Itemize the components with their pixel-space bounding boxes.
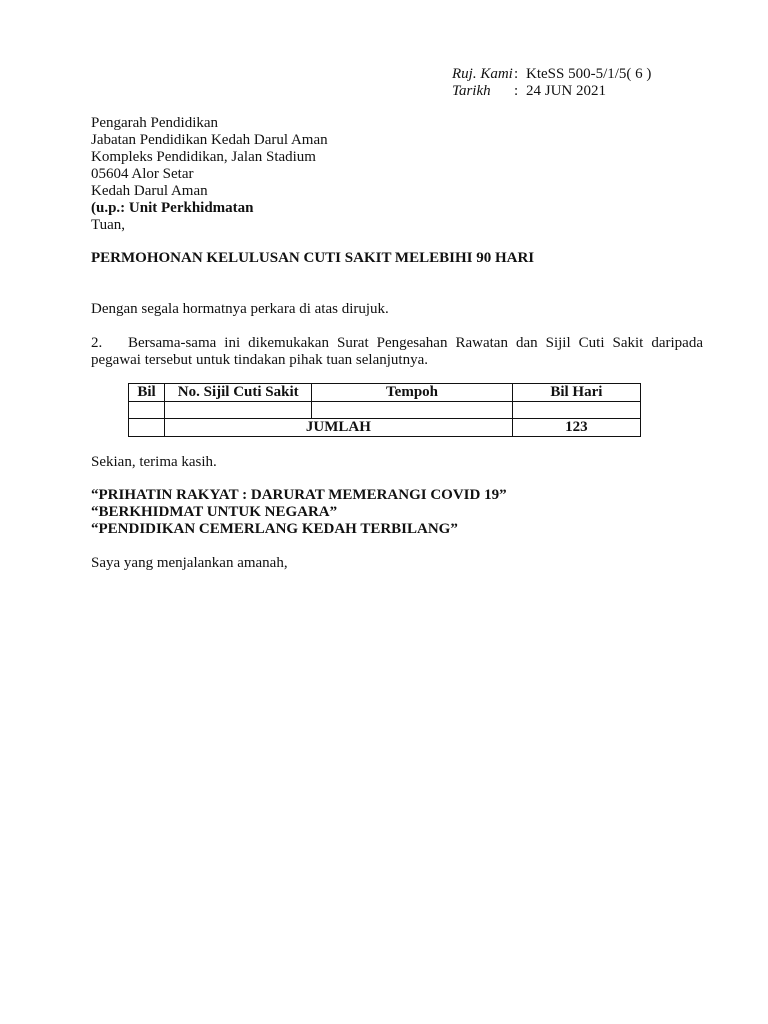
address-line-1: Pengarah Pendidikan: [91, 115, 219, 131]
paragraph-2-number: 2.: [91, 335, 103, 351]
slogan-3: “PENDIDIKAN CEMERLANG KEDAH TERBILANG”: [91, 521, 458, 537]
sign-off: Saya yang menjalankan amanah,: [91, 555, 288, 571]
address-line-5: Kedah Darul Aman: [91, 183, 208, 199]
sick-leave-table: [128, 383, 641, 437]
slogan-2: “BERKHIDMAT UNTUK NEGARA”: [91, 504, 338, 520]
slogans: [91, 487, 507, 538]
letter-subject: PERMOHONAN KELULUSAN CUTI SAKIT MELEBIHI 90 HARI: [91, 250, 535, 266]
address-line-4: 05604 Alor Setar: [91, 166, 194, 182]
paragraph-2: [91, 335, 703, 369]
recipient-address: [91, 115, 328, 234]
reference-block: [452, 66, 651, 100]
ruj-label: Ruj. Kami: [452, 66, 513, 82]
closing-line: Sekian, terima kasih.: [91, 454, 217, 470]
salutation: Tuan,: [91, 217, 126, 233]
reference-row-ruj: [452, 66, 651, 83]
tarikh-value: 24 JUN 2021: [526, 83, 607, 99]
table-row: [129, 402, 641, 419]
cell-bil-hari: [512, 402, 640, 419]
paragraph-1: Dengan segala hormatnya perkara di atas dirujuk.: [91, 301, 389, 317]
total-label: JUMLAH: [165, 419, 513, 437]
total-empty-cell: [129, 419, 165, 437]
header-no-sijil: No. Sijil Cuti Sakit: [165, 384, 312, 402]
total-value: 123: [512, 419, 640, 437]
header-bil: Bil: [129, 384, 165, 402]
address-line-2: Jabatan Pendidikan Kedah Darul Aman: [91, 132, 328, 148]
cell-tempoh: [312, 402, 512, 419]
ruj-colon: :: [514, 66, 519, 82]
reference-row-tarikh: [452, 83, 651, 100]
table-header-row: [129, 384, 641, 402]
cell-bil: [129, 402, 165, 419]
ruj-value: KteSS 500-5/1/5( 6 ): [526, 66, 652, 82]
table-total-row: [129, 419, 641, 437]
address-line-attention: (u.p.: Unit Perkhidmatan: [91, 200, 254, 216]
tarikh-colon: :: [514, 83, 519, 99]
tarikh-label: Tarikh: [452, 83, 491, 99]
cell-no-sijil: [165, 402, 312, 419]
header-tempoh: Tempoh: [312, 384, 512, 402]
header-bil-hari: Bil Hari: [512, 384, 640, 402]
address-line-3: Kompleks Pendidikan, Jalan Stadium: [91, 149, 316, 165]
slogan-1: “PRIHATIN RAKYAT : DARURAT MEMERANGI COVID 19”: [91, 487, 507, 503]
paragraph-2-text: Bersama-sama ini dikemukakan Surat Pengesahan Rawatan dan Sijil Cuti Sakit daripada pegawai tersebut untuk tindakan pihak tuan selanjutnya.: [91, 335, 703, 368]
